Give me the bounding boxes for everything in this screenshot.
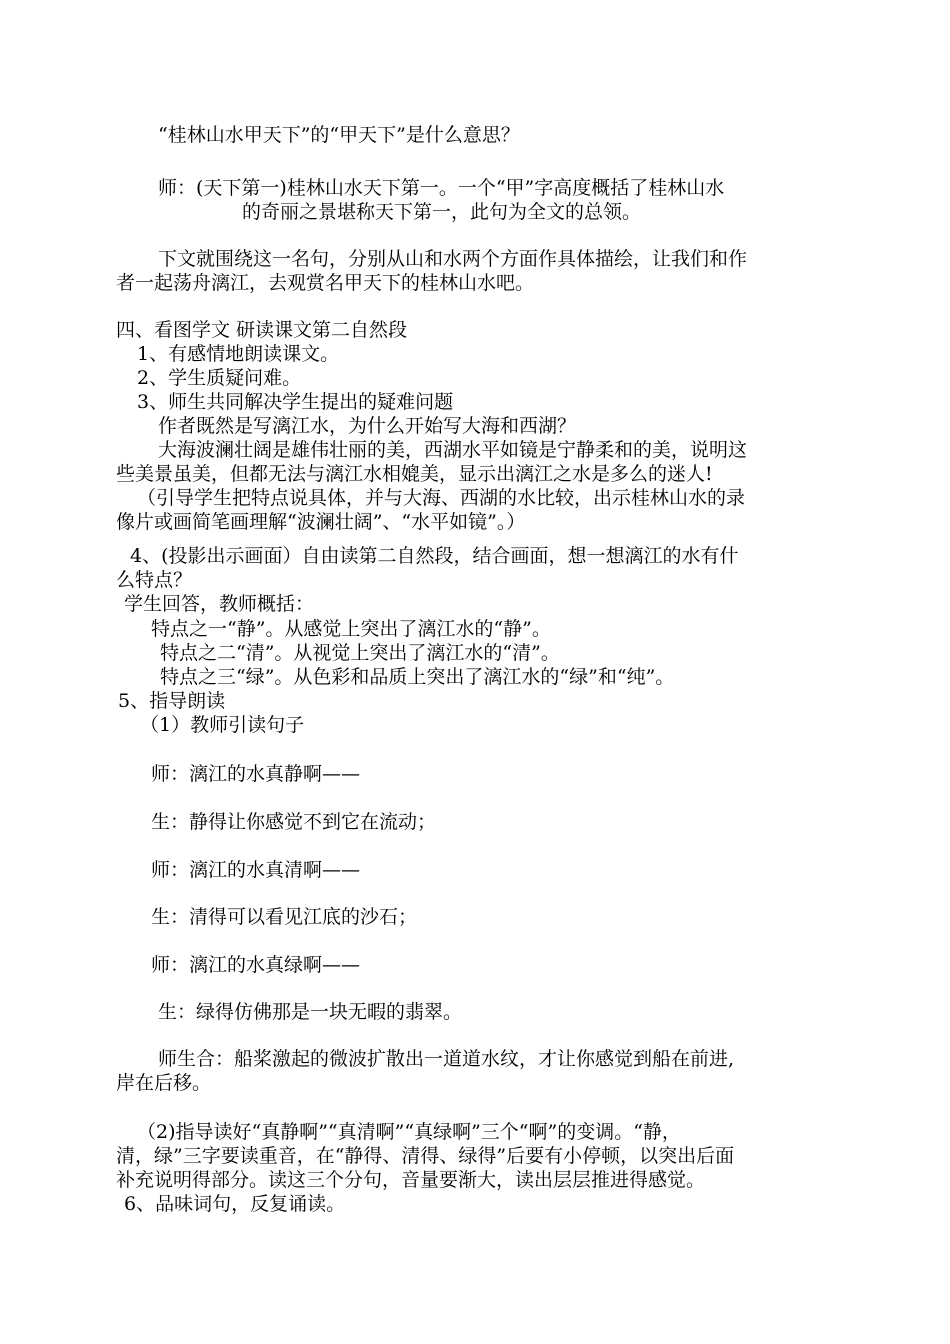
- step-6: 6、品味词句，反复诵读。: [124, 1193, 346, 1215]
- step-3-answer-2: 些美景虽美，但都无法与漓江水相媲美，显示出漓江之水是多么的迷人!: [116, 463, 713, 485]
- feature-1: 特点之一“静”。从感觉上突出了漓江水的“静”。: [151, 618, 551, 640]
- step-3-guide-1: （引导学生把特点说具体，并与大海、西湖的水比较，出示桂林山水的录: [137, 487, 746, 509]
- paragraph-line-1: 下文就围绕这一名句，分别从山和水两个方面作具体描绘，让我们和作: [158, 248, 748, 270]
- step-4-line-1: 4、(投影出示画面）自由读第二自然段，结合画面，想一想漓江的水有什: [130, 545, 739, 567]
- guide-line-2: 清，绿”三字要读重音，在“静得、清得、绿得”后要有小停顿，以突出后面: [116, 1145, 735, 1167]
- feature-2: 特点之二“清”。从视觉上突出了漓江水的“清”。: [160, 642, 560, 664]
- step-5-sub-1: （1）教师引读句子: [140, 714, 305, 736]
- reading-line-6: 生：绿得仿佛那是一块无暇的翡翠。: [158, 1001, 463, 1023]
- teacher-line-1: 师：(天下第一)桂林山水天下第一。一个“甲”字高度概括了桂林山水: [158, 177, 725, 199]
- reading-line-2: 生：静得让你感觉不到它在流动；: [151, 811, 437, 833]
- teacher-line-2: 的奇丽之景堪称天下第一，此句为全文的总领。: [242, 201, 642, 223]
- reading-line-7a: 师生合：船桨激起的微波扩散出一道道水纹，才让你感觉到船在前进,: [158, 1048, 735, 1070]
- guide-line-3: 补充说明得部分。读这三个分句，音量要渐大，读出层层推进得感觉。: [116, 1169, 706, 1191]
- reading-line-4: 生：清得可以看见江底的沙石；: [151, 906, 418, 928]
- step-4-line-2: 么特点？: [116, 569, 193, 591]
- section-heading: 四、看图学文 研读课文第二自然段: [116, 319, 408, 341]
- step-5: 5、指导朗读: [118, 690, 226, 712]
- question-line: “桂林山水甲天下”的“甲天下”是什么意思？: [158, 124, 520, 146]
- step-3-question: 作者既然是写漓江水，为什么开始写大海和西湖？: [158, 415, 577, 437]
- paragraph-line-2: 者一起荡舟漓江，去观赏名甲天下的桂林山水吧。: [116, 272, 535, 294]
- reading-line-5: 师：漓江的水真绿啊——: [151, 954, 361, 976]
- step-4-line-3: 学生回答，教师概括：: [124, 593, 315, 615]
- step-2: 2、学生质疑问难。: [137, 367, 302, 389]
- reading-line-1: 师：漓江的水真静啊——: [151, 763, 361, 785]
- feature-3: 特点之三“绿”。从色彩和品质上突出了漓江水的“绿”和“纯”。: [160, 666, 675, 688]
- step-1: 1、有感情地朗读课文。: [137, 343, 340, 365]
- reading-line-3: 师：漓江的水真清啊——: [151, 859, 361, 881]
- step-3: 3、师生共同解决学生提出的疑难问题: [137, 391, 454, 413]
- step-3-answer-1: 大海波澜壮阔是雄伟壮丽的美，西湖水平如镜是宁静柔和的美，说明这: [158, 439, 748, 461]
- step-3-guide-2: 像片或画简笔画理解“波澜壮阔”、“水平如镜”。）: [116, 511, 526, 533]
- guide-line-1: （2)指导读好“真静啊”“真清啊”“真绿啊”三个“啊”的变调。“静，: [137, 1121, 681, 1143]
- reading-line-7b: 岸在后移。: [116, 1072, 212, 1094]
